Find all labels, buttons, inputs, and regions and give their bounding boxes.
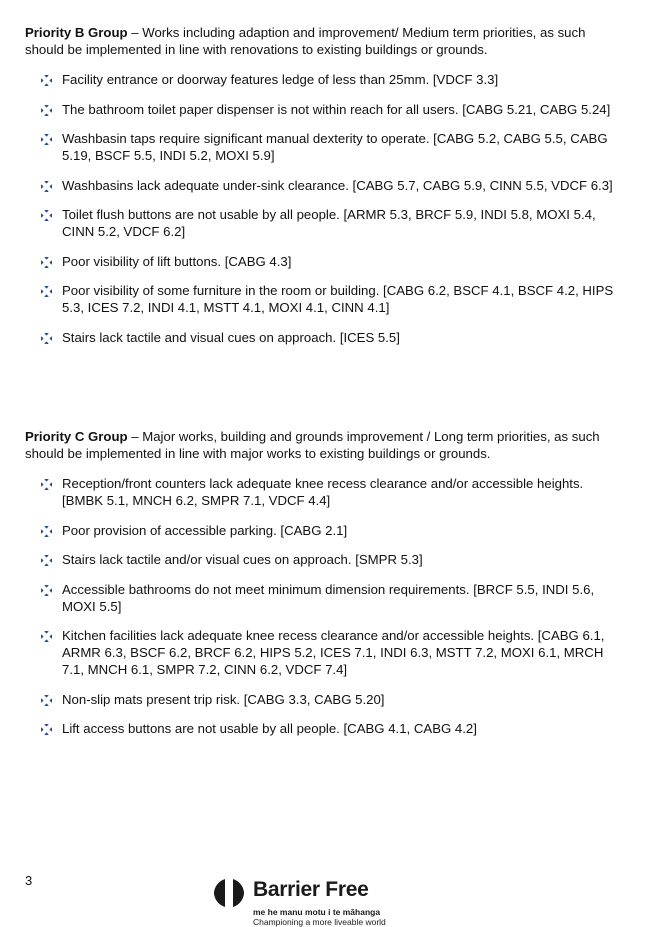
priority-b-list: [25, 71, 625, 346]
list-item: [25, 329, 625, 346]
priority-b-intro-text: – Works including adaption and improvement/ Medium term priorities, as such should be implemented in line with renovations to existing buildings or grounds.: [25, 25, 586, 57]
four-diamond-bullet-icon: [41, 210, 52, 221]
list-item-text: Lift access buttons are not usable by all people. [CABG 4.1, CABG 4.2]: [62, 721, 477, 736]
list-item-text: Stairs lack tactile and visual cues on approach. [ICES 5.5]: [62, 329, 400, 345]
list-item: [25, 627, 625, 678]
list-item-text: Washbasins lack adequate under-sink clearance. [CABG 5.7, CABG 5.9, CINN 5.5, VDCF 6.3]: [62, 177, 613, 193]
four-diamond-bullet-icon: [41, 333, 52, 344]
page-number: 3: [25, 873, 33, 888]
four-diamond-bullet-icon: [41, 105, 52, 116]
list-item: [25, 206, 625, 240]
four-diamond-bullet-icon: [41, 695, 52, 706]
list-item-text: Kitchen facilities lack adequate knee recess clearance and/or accessible heights. [CABG 6.1, ARMR 6.3, BSCF 6.2, BRCF 6.2, HIPS 5.2, ICES 7.1, INDI 6.3, MSTT 7.2, MOXI 6.1, MRCH 7.1, MNCH 6.1, SMPR 7.2, CINN 6.2, VDCF 7.4]: [62, 628, 605, 677]
list-item: [25, 581, 625, 615]
list-item-text: Poor visibility of lift buttons. [CABG 4.3]: [62, 253, 292, 269]
four-diamond-bullet-icon: [41, 479, 52, 490]
list-item: [25, 720, 625, 737]
list-item-text: Reception/front counters lack adequate knee recess clearance and/or accessible heights. [BMBK 5.1, MNCH 6.2, SMPR 7.1, VDCF 4.4]: [62, 476, 584, 508]
priority-b-heading: Priority B Group: [25, 25, 128, 40]
four-diamond-bullet-icon: [41, 631, 52, 642]
list-item: [25, 177, 625, 194]
four-diamond-bullet-icon: [41, 526, 52, 537]
list-item-text: Poor provision of accessible parking. [CABG 2.1]: [62, 522, 348, 538]
priority-c-intro-text: – Major works, building and grounds improvement / Long term priorities, as such should be implemented in line with major works to existing buildings or grounds.: [25, 429, 600, 461]
priority-c-intro: [25, 428, 625, 462]
list-item-text: Accessible bathrooms do not meet minimum dimension requirements. [BRCF 5.5, INDI 5.6, MOXI 5.5]: [62, 581, 595, 614]
logo-tagline: Championing a more liveable world: [253, 917, 386, 927]
list-item-text: The bathroom toilet paper dispenser is not within reach for all users. [CABG 5.21, CABG 5.24]: [62, 101, 611, 117]
list-item: [25, 691, 625, 708]
list-item-text: Non-slip mats present trip risk. [CABG 3.3, CABG 5.20]: [62, 691, 385, 707]
list-item: [25, 551, 625, 568]
logo-maori-text: me he manu motu i te māhanga: [253, 907, 381, 917]
list-item: [25, 71, 625, 88]
priority-c-section: [25, 428, 625, 750]
four-diamond-bullet-icon: [41, 257, 52, 268]
priority-b-section: [25, 24, 625, 358]
four-diamond-bullet-icon: [41, 181, 52, 192]
priority-b-intro: [25, 24, 625, 58]
list-item-text: Facility entrance or doorway features ledge of less than 25mm. [VDCF 3.3]: [62, 72, 499, 87]
four-diamond-bullet-icon: [41, 585, 52, 596]
list-item: [25, 282, 625, 316]
list-item: [25, 101, 625, 118]
four-diamond-bullet-icon: [41, 134, 52, 145]
list-item-text: Stairs lack tactile and/or visual cues on approach. [SMPR 5.3]: [62, 552, 423, 567]
list-item: [25, 130, 625, 164]
list-item: [25, 253, 625, 270]
barrier-free-logo: [212, 876, 402, 926]
priority-c-heading: Priority C Group: [25, 429, 128, 444]
list-item-text: Washbasin taps require significant manual dexterity to operate. [CABG 5.2, CABG 5.5, CABG 5.19, BSCF 5.5, INDI 5.2, MOXI 5.9]: [62, 131, 608, 163]
list-item-text: Toilet flush buttons are not usable by all people. [ARMR 5.3, BRCF 5.9, INDI 5.8, MOXI 5.4, CINN 5.2, VDCF 6.2]: [62, 207, 596, 239]
four-diamond-bullet-icon: [41, 286, 52, 297]
priority-c-list: [25, 475, 625, 737]
list-item-text: Poor visibility of some furniture in the room or building. [CABG 6.2, BSCF 4.1, BSCF 4.2, HIPS 5.3, ICES 7.2, INDI 4.1, MSTT 4.1, MOXI 4.1, CINN 4.1]: [62, 283, 614, 315]
barrier-free-logo-icon: [212, 878, 248, 908]
four-diamond-bullet-icon: [41, 75, 52, 86]
list-item: [25, 475, 625, 509]
four-diamond-bullet-icon: [41, 724, 52, 735]
logo-name: Barrier Free: [253, 878, 369, 901]
list-item: [25, 522, 625, 539]
four-diamond-bullet-icon: [41, 555, 52, 566]
